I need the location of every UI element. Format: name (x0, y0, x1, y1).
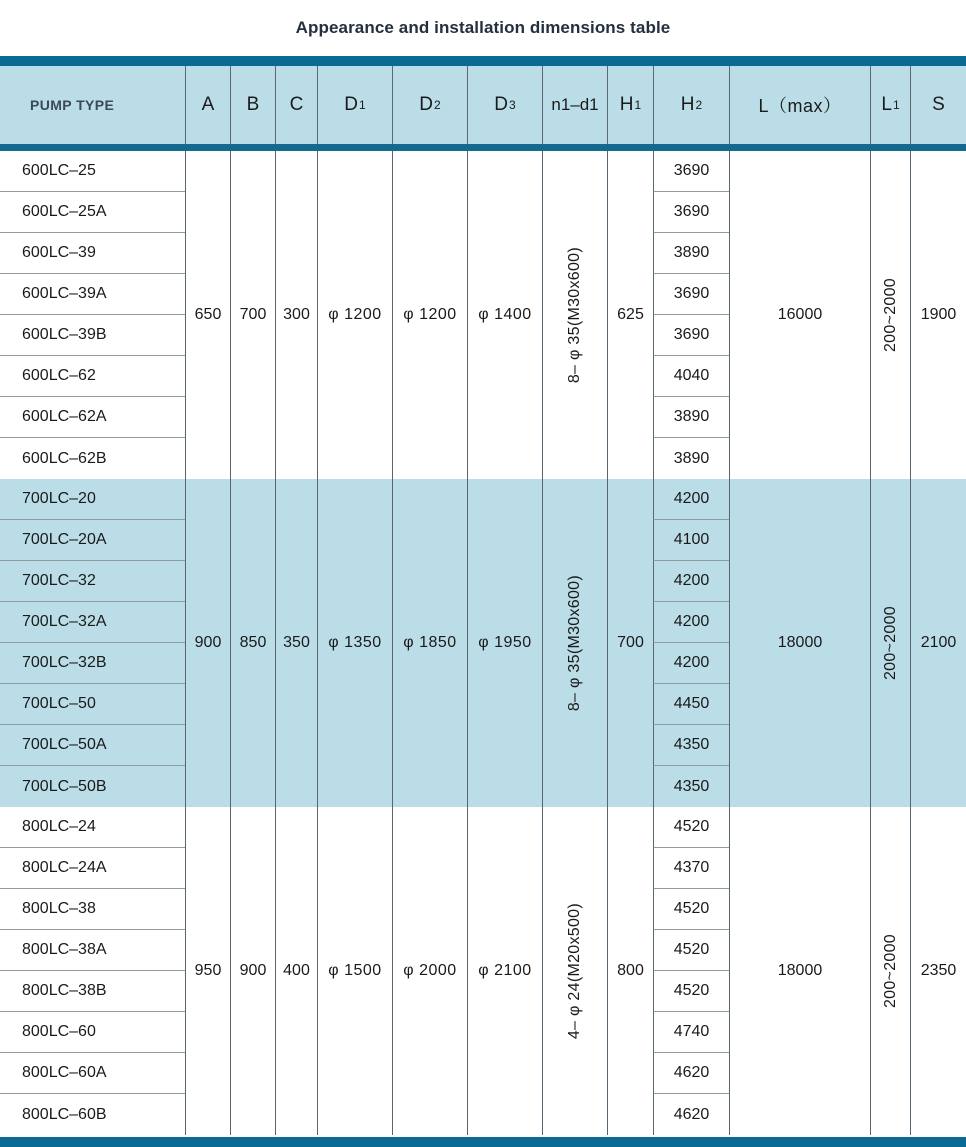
h2-cell (653, 766, 729, 807)
column-header-label: D (344, 94, 359, 115)
cell-value-H2: 4740 (673, 1023, 710, 1040)
cell-value-A: 650 (194, 306, 222, 323)
column-header-C (275, 66, 317, 144)
dimensions-table (0, 56, 966, 1147)
column-header-subscript: 1 (359, 98, 366, 112)
pump-type-value: 700LC–32A (22, 613, 107, 630)
cell-value-H2: 4350 (673, 736, 710, 753)
merged-cell-H1 (607, 807, 653, 1135)
table-block-grid (0, 807, 966, 1135)
column-header-label: PUMP TYPE (30, 97, 115, 113)
column-header-L (729, 66, 870, 144)
column-header-A (185, 66, 230, 144)
merged-cell-H1 (607, 479, 653, 807)
cell-value-n1d1: 8– φ 35(M30x600) (566, 574, 583, 712)
h2-cell (653, 643, 729, 684)
pump-type-value: 800LC–38B (22, 982, 107, 999)
cell-value-D1: φ 1350 (328, 634, 382, 651)
pump-type-column (0, 151, 185, 479)
table-top-rule (0, 56, 966, 66)
column-header-D2 (392, 66, 467, 144)
table-row (0, 151, 185, 192)
table-row (0, 315, 185, 356)
cell-value-D2: φ 1850 (403, 634, 457, 651)
pump-type-column (0, 807, 185, 1135)
cell-value-H2: 3690 (673, 285, 710, 302)
cell-value-n1d1: 4– φ 24(M20x500) (566, 902, 583, 1040)
cell-value-H2: 3890 (673, 408, 710, 425)
h2-cell (653, 889, 729, 930)
cell-value-H2: 4350 (673, 777, 710, 795)
pump-type-value: 800LC–38 (22, 900, 96, 917)
h2-cell (653, 725, 729, 766)
table-row (0, 684, 185, 725)
cell-value-H2: 4370 (673, 859, 710, 876)
table-row (0, 766, 185, 807)
h2-cell (653, 315, 729, 356)
column-header-subscript: 3 (509, 98, 516, 112)
table-block (0, 479, 966, 807)
table-row (0, 643, 185, 684)
table-body (0, 151, 966, 1135)
cell-value-S: 2350 (920, 962, 957, 979)
h2-column (653, 807, 729, 1135)
h2-cell (653, 151, 729, 192)
cell-value-H2: 4040 (673, 367, 710, 384)
merged-cell-C (275, 151, 317, 479)
cell-value-H2: 4450 (673, 695, 710, 712)
cell-value-H2: 4520 (673, 982, 710, 999)
cell-value-C: 400 (283, 962, 310, 979)
column-header-label: D (419, 94, 434, 115)
table-row (0, 725, 185, 766)
column-header-label: S (932, 94, 945, 115)
pump-type-value: 800LC–60B (22, 1105, 107, 1123)
pump-type-value: 600LC–39B (22, 326, 107, 343)
pump-type-value: 600LC–39A (22, 285, 107, 302)
h2-cell (653, 561, 729, 602)
pump-type-value: 800LC–60 (22, 1023, 96, 1040)
table-row (0, 397, 185, 438)
cell-value-C: 300 (283, 306, 310, 323)
table-row (0, 356, 185, 397)
table-row (0, 848, 185, 889)
cell-value-H1: 700 (617, 634, 644, 651)
h2-cell (653, 848, 729, 889)
table-row (0, 479, 185, 520)
cell-value-D3: φ 1400 (478, 306, 532, 323)
pump-type-value: 700LC–50A (22, 736, 107, 753)
table-bottom-rule (0, 1137, 966, 1147)
column-header-label: L (881, 94, 892, 115)
table-header-row (0, 66, 966, 144)
cell-value-H2: 3690 (673, 326, 710, 343)
cell-value-H1: 625 (617, 306, 644, 323)
pump-type-value: 800LC–38A (22, 941, 107, 958)
h2-cell (653, 971, 729, 1012)
merged-cell-A (185, 807, 230, 1135)
merged-cell-H1 (607, 151, 653, 479)
merged-cell-B (230, 807, 275, 1135)
column-header-H1 (607, 66, 653, 144)
pump-type-value: 600LC–62 (22, 367, 96, 384)
column-header-label: H (619, 94, 634, 115)
cell-value-H2: 4200 (673, 613, 710, 630)
cell-value-n1d1: 8– φ 35(M30x600) (566, 246, 583, 384)
cell-value-C: 350 (283, 634, 310, 651)
cell-value-H2: 3690 (673, 162, 710, 179)
table-block-grid (0, 479, 966, 807)
table-row (0, 233, 185, 274)
merged-cell-A (185, 151, 230, 479)
column-header-label: B (246, 94, 260, 115)
h2-cell (653, 233, 729, 274)
merged-cell-D3 (467, 807, 542, 1135)
h2-cell (653, 520, 729, 561)
column-header-S (910, 66, 966, 144)
cell-value-L: 16000 (777, 306, 823, 323)
table-row (0, 274, 185, 315)
merged-cell-B (230, 479, 275, 807)
cell-value-A: 900 (194, 634, 222, 651)
cell-value-H2: 4520 (673, 941, 710, 958)
pump-type-value: 800LC–24 (22, 818, 96, 835)
h2-cell (653, 1053, 729, 1094)
cell-value-H2: 3890 (673, 244, 710, 261)
h2-cell (653, 684, 729, 725)
table-block (0, 151, 966, 479)
cell-value-H2: 4100 (673, 531, 710, 548)
merged-cell-C (275, 479, 317, 807)
column-header-pump_type (0, 66, 185, 144)
cell-value-L: 18000 (777, 962, 823, 979)
column-header-label: H (680, 94, 695, 115)
merged-cell-S (910, 151, 966, 479)
merged-cell-C (275, 807, 317, 1135)
cell-value-H2: 4200 (673, 654, 710, 671)
cell-value-L: 18000 (777, 634, 823, 651)
pump-type-value: 600LC–25 (22, 162, 96, 179)
merged-cell-S (910, 479, 966, 807)
merged-cell-A (185, 479, 230, 807)
column-header-H2 (653, 66, 729, 144)
pump-type-value: 600LC–62B (22, 449, 107, 467)
pump-type-value: 700LC–32B (22, 654, 107, 671)
table-row (0, 1053, 185, 1094)
table-row (0, 971, 185, 1012)
merged-cell-L (729, 151, 870, 479)
merged-cell-D3 (467, 151, 542, 479)
table-row (0, 930, 185, 971)
cell-value-S: 2100 (920, 634, 957, 651)
h2-cell (653, 1094, 729, 1135)
cell-value-H2: 3890 (673, 449, 710, 467)
merged-cell-D2 (392, 151, 467, 479)
cell-value-B: 700 (239, 306, 267, 323)
cell-value-H2: 4620 (673, 1105, 710, 1123)
table-row (0, 602, 185, 643)
merged-cell-n1d1 (542, 479, 607, 807)
cell-value-A: 950 (194, 962, 222, 979)
cell-value-D1: φ 1500 (328, 962, 382, 979)
cell-value-L1: 200~2000 (881, 933, 899, 1009)
column-header-label: D (494, 94, 509, 115)
merged-cell-L1 (870, 151, 910, 479)
h2-cell (653, 479, 729, 520)
h2-cell (653, 1012, 729, 1053)
pump-type-value: 800LC–24A (22, 859, 107, 876)
merged-cell-n1d1 (542, 807, 607, 1135)
h2-cell (653, 397, 729, 438)
column-header-B (230, 66, 275, 144)
column-header-label: C (289, 94, 304, 115)
cell-value-H2: 4520 (673, 818, 710, 835)
h2-column (653, 479, 729, 807)
table-block (0, 807, 966, 1135)
merged-cell-D3 (467, 479, 542, 807)
cell-value-D3: φ 1950 (478, 634, 532, 651)
merged-cell-L1 (870, 479, 910, 807)
column-header-subscript: 1 (892, 98, 900, 112)
column-header-subscript: 2 (695, 98, 703, 112)
merged-cell-D1 (317, 151, 392, 479)
column-header-D3 (467, 66, 542, 144)
page-title-bar (0, 0, 966, 56)
column-header-subscript: 2 (434, 98, 441, 112)
pump-type-value: 800LC–60A (22, 1064, 107, 1081)
cell-value-B: 900 (239, 962, 267, 979)
pump-type-column (0, 479, 185, 807)
cell-value-B: 850 (239, 634, 267, 651)
pump-type-value: 600LC–39 (22, 244, 96, 261)
pump-type-value: 700LC–50 (22, 695, 96, 712)
pump-type-value: 700LC–20A (22, 531, 107, 548)
table-row (0, 520, 185, 561)
pump-type-value: 700LC–20 (22, 490, 96, 507)
h2-cell (653, 438, 729, 479)
h2-cell (653, 807, 729, 848)
cell-value-D2: φ 2000 (403, 962, 457, 979)
pump-type-value: 600LC–25A (22, 203, 107, 220)
header-bottom-rule (0, 144, 966, 151)
merged-cell-L (729, 479, 870, 807)
table-row (0, 1012, 185, 1053)
merged-cell-D2 (392, 479, 467, 807)
h2-cell (653, 274, 729, 315)
cell-value-L1: 200~2000 (881, 277, 899, 353)
table-row (0, 807, 185, 848)
cell-value-H1: 800 (617, 962, 644, 979)
cell-value-D3: φ 2100 (478, 962, 532, 979)
table-row (0, 889, 185, 930)
cell-value-H2: 4520 (673, 900, 710, 917)
cell-value-H2: 4620 (673, 1064, 710, 1081)
merged-cell-n1d1 (542, 151, 607, 479)
column-header-L1 (870, 66, 910, 144)
merged-cell-L1 (870, 807, 910, 1135)
column-header-n1d1 (542, 66, 607, 144)
merged-cell-B (230, 151, 275, 479)
column-header-label: n1–d1 (551, 95, 599, 114)
column-header-subscript: 1 (634, 98, 642, 112)
cell-value-H2: 4200 (673, 490, 710, 507)
h2-column (653, 151, 729, 479)
merged-cell-S (910, 807, 966, 1135)
h2-cell (653, 930, 729, 971)
table-row (0, 561, 185, 602)
table-row (0, 192, 185, 233)
merged-cell-D1 (317, 479, 392, 807)
column-header-label: L（max） (758, 96, 842, 116)
h2-cell (653, 192, 729, 233)
cell-value-D1: φ 1200 (328, 306, 382, 323)
merged-cell-D2 (392, 807, 467, 1135)
page-title: Appearance and installation dimensions table (295, 18, 671, 37)
column-header-label: A (201, 94, 215, 115)
pump-type-value: 700LC–32 (22, 572, 96, 589)
cell-value-S: 1900 (920, 306, 957, 323)
cell-value-D2: φ 1200 (403, 306, 457, 323)
cell-value-H2: 3690 (673, 203, 710, 220)
column-header-D1 (317, 66, 392, 144)
h2-cell (653, 602, 729, 643)
pump-type-value: 700LC–50B (22, 777, 107, 795)
pump-type-value: 600LC–62A (22, 408, 107, 425)
table-row (0, 438, 185, 479)
table-row (0, 1094, 185, 1135)
cell-value-H2: 4200 (673, 572, 710, 589)
table-block-grid (0, 151, 966, 479)
merged-cell-L (729, 807, 870, 1135)
cell-value-L1: 200~2000 (881, 605, 899, 681)
h2-cell (653, 356, 729, 397)
merged-cell-D1 (317, 807, 392, 1135)
